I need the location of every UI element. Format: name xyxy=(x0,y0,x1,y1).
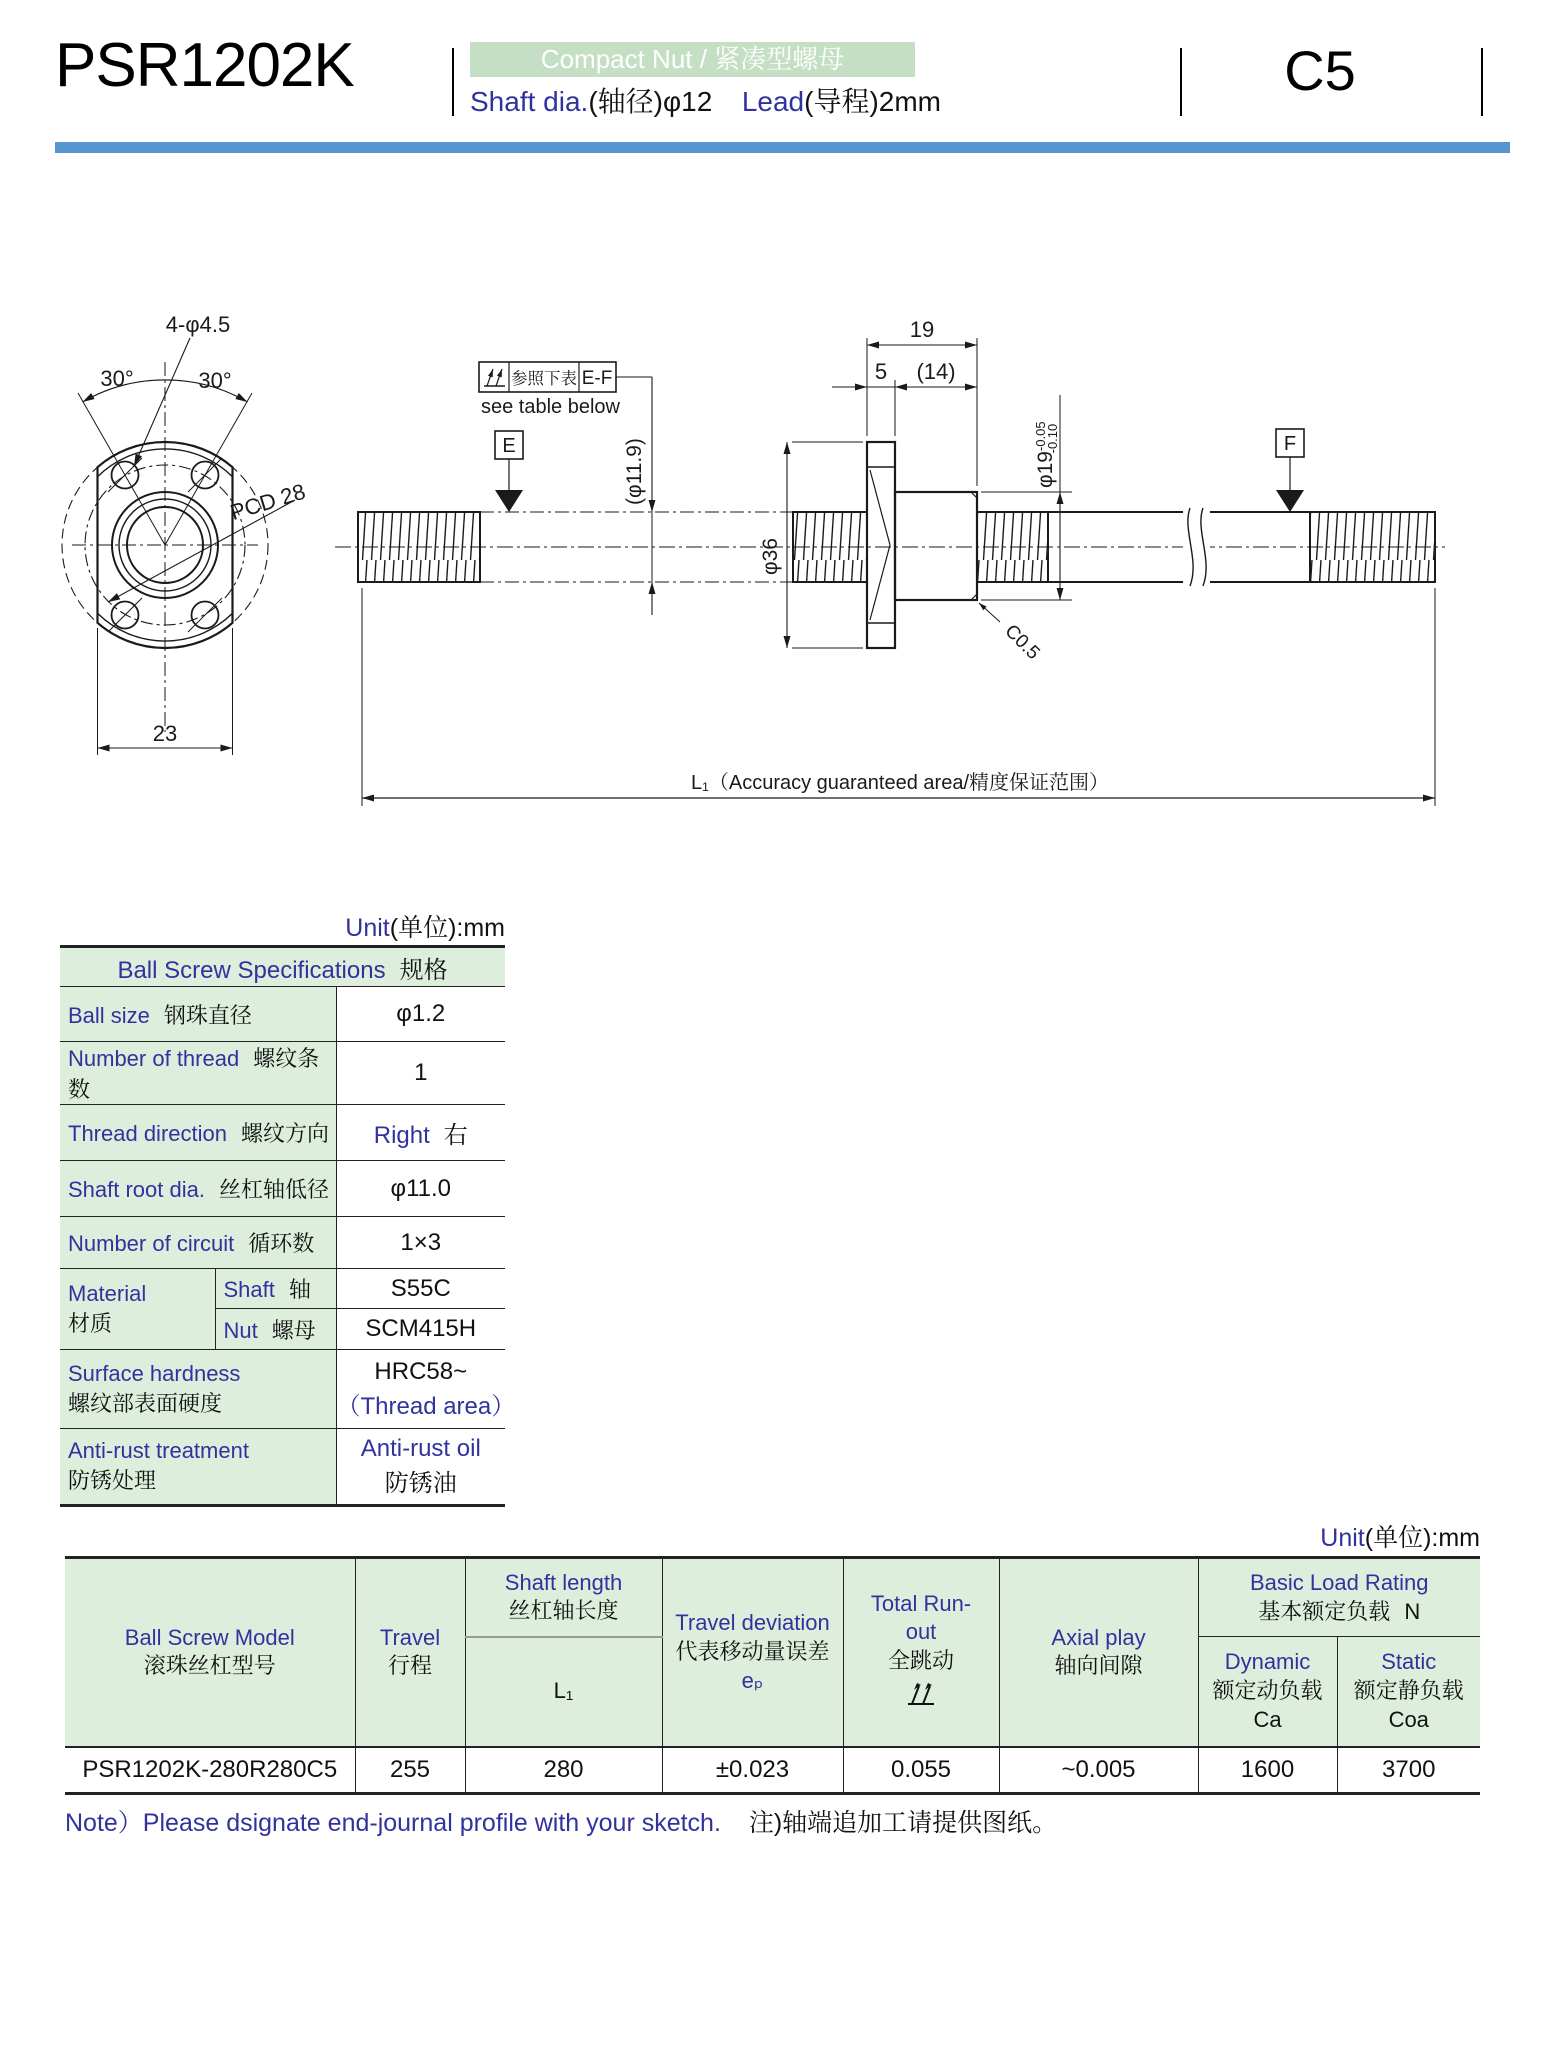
fcf-ref-label: 参照下表 xyxy=(511,370,577,388)
spec-row-ball-size xyxy=(60,987,505,1042)
num-thread-value: 1 xyxy=(336,1042,505,1105)
spec-row-antirust xyxy=(60,1429,505,1506)
nut-label-zh: 螺母 xyxy=(271,1317,316,1343)
label-zh: 防锈处理 xyxy=(68,1468,157,1493)
pcd-label: PCD 28 xyxy=(227,478,309,526)
cell-axial-play: ~0.005 xyxy=(999,1747,1198,1794)
nut-flange-t-label: 5 xyxy=(874,359,888,384)
l1-label: L₁（Accuracy guaranteed area/精度保证范围） xyxy=(690,772,1110,794)
nut-body-od-label xyxy=(1033,421,1060,488)
col-travel-en: Travel xyxy=(379,1624,441,1650)
col-shaft-length-zh: 丝杠轴长度 xyxy=(508,1598,619,1624)
angle-right-label: 30° xyxy=(198,368,232,393)
nut-body-od-value: φ19 xyxy=(1034,451,1057,488)
spec-table-title xyxy=(60,947,505,987)
spec-row-hardness xyxy=(60,1350,505,1429)
thread-dir-value xyxy=(336,1105,505,1161)
col-axial-zh: 轴向间隙 xyxy=(1054,1653,1143,1679)
col-static xyxy=(1337,1637,1480,1747)
spec-row-material-shaft xyxy=(60,1269,505,1309)
col-stat-en: Static xyxy=(1381,1649,1437,1675)
unit-en: Unit xyxy=(345,914,390,942)
nut-body-l-label: (14) xyxy=(916,359,956,384)
nut-type-chip: Compact Nut / 紧凑型螺母 xyxy=(470,42,915,77)
cell-model: PSR1202K-280R280C5 xyxy=(65,1747,355,1794)
antirust-value xyxy=(336,1429,505,1506)
col-shaft-length-en: Shaft length xyxy=(504,1569,623,1595)
spec-row-root-dia xyxy=(60,1161,505,1217)
label-en: Material xyxy=(68,1280,147,1306)
nut-length-label: 19 xyxy=(909,317,935,342)
cell-static: 3700 xyxy=(1337,1747,1480,1794)
nut xyxy=(867,442,977,648)
cell-travel: 255 xyxy=(355,1747,465,1794)
total-runout-icon xyxy=(484,369,505,386)
label-en: Number of thread xyxy=(68,1046,240,1071)
label-en: Anti-rust treatment xyxy=(68,1438,249,1463)
col-model-en: Ball Screw Model xyxy=(124,1624,295,1650)
model-table xyxy=(65,1556,1480,1795)
cell-travel-deviation: ±0.023 xyxy=(662,1747,843,1794)
lead-label: Lead xyxy=(741,86,805,117)
col-stat-zh: 额定静负载 xyxy=(1353,1677,1464,1703)
shaft-label-zh: 轴 xyxy=(288,1277,311,1302)
thread-dir-en: Right xyxy=(373,1122,430,1149)
four-holes-label: 4-φ4.5 xyxy=(165,312,231,337)
label-zh: 丝杠轴低径 xyxy=(218,1177,329,1202)
col-blr-unit: N xyxy=(1404,1598,1421,1624)
col-travel xyxy=(355,1558,465,1747)
col-dev-zh: 代表移动量误差 xyxy=(675,1638,830,1664)
unit-rest: (单位):mm xyxy=(389,914,505,942)
page-title: PSR1202K xyxy=(55,31,354,100)
hardness-line1: HRC58~ xyxy=(374,1357,468,1385)
col-dyn-sub: Ca xyxy=(1253,1706,1282,1732)
shaft-dia-label: Shaft dia. xyxy=(470,86,589,117)
flange-width-label: 23 xyxy=(152,721,178,746)
ball-size-value: φ1.2 xyxy=(336,987,505,1042)
label-en: Thread direction xyxy=(68,1121,227,1146)
col-dynamic xyxy=(1198,1637,1337,1747)
label-en: Surface hardness xyxy=(68,1360,241,1386)
nut-label-en: Nut xyxy=(223,1317,258,1343)
flange-end-view xyxy=(62,338,295,755)
col-dyn-zh: 额定动负载 xyxy=(1212,1677,1323,1703)
cell-runout: 0.055 xyxy=(843,1747,999,1794)
lead-value: (导程)2mm xyxy=(804,86,941,117)
col-dev-sub: eₚ xyxy=(741,1667,764,1693)
col-blr-en: Basic Load Rating xyxy=(1249,1569,1429,1595)
model-unit-label xyxy=(65,1518,1480,1554)
shaft-dia-value: (轴径)φ12 xyxy=(588,86,713,117)
spec-row-thread-dir xyxy=(60,1105,505,1161)
label-zh: 循环数 xyxy=(248,1231,315,1256)
col-runout-zh: 全跳动 xyxy=(887,1647,954,1673)
cell-dynamic: 1600 xyxy=(1198,1747,1337,1794)
col-dyn-en: Dynamic xyxy=(1224,1649,1311,1675)
label-en: Ball size xyxy=(68,1002,150,1028)
model-data-row xyxy=(65,1747,1480,1794)
footnote-zh: 注)轴端追加工请提供图纸。 xyxy=(748,1809,1058,1837)
col-basic-load-rating xyxy=(1198,1558,1480,1637)
label-zh: 材质 xyxy=(68,1310,113,1336)
material-shaft-value: S55C xyxy=(336,1269,505,1309)
nut-body-od-tol-upper: -0.05 xyxy=(1033,421,1048,452)
unit-rest: (单位):mm xyxy=(1364,1524,1480,1552)
see-table-label: see table below xyxy=(481,396,620,418)
col-blr-zh: 基本额定负载 xyxy=(1258,1598,1391,1624)
col-l1: L₁ xyxy=(465,1637,662,1747)
material-label xyxy=(60,1269,215,1350)
circuits-value: 1×3 xyxy=(336,1217,505,1269)
antirust-en: Anti-rust oil xyxy=(360,1435,481,1462)
datum-f-label: F xyxy=(1283,433,1297,455)
label-zh: 钢珠直径 xyxy=(163,1002,252,1028)
nut-body-od-tol-lower: -0.10 xyxy=(1045,423,1060,454)
fcf-datum-label: E-F xyxy=(581,368,613,389)
shaft-od-label: (φ11.9) xyxy=(623,438,646,505)
hardness-value xyxy=(336,1350,516,1429)
label-zh: 螺纹部表面硬度 xyxy=(68,1390,223,1416)
label-zh: 螺纹条数 xyxy=(68,1046,320,1102)
col-axial-en: Axial play xyxy=(1051,1624,1146,1650)
col-travel-zh: 行程 xyxy=(387,1653,432,1679)
angle-left-label: 30° xyxy=(100,366,134,391)
col-runout-en: Total Run-out xyxy=(870,1590,972,1645)
material-nut-value: SCM415H xyxy=(336,1309,505,1350)
runout-icon xyxy=(844,1681,999,1715)
spec-unit-label xyxy=(60,908,505,944)
nut-flange-od-label: φ36 xyxy=(759,538,782,575)
model-header-row-1 xyxy=(65,1558,1480,1637)
spec-row-circuits xyxy=(60,1217,505,1269)
col-dev-en: Travel deviation xyxy=(675,1610,830,1636)
spec-title-en: Ball Screw Specifications xyxy=(117,956,386,984)
col-model xyxy=(65,1558,355,1747)
chamfer-label: C0.5 xyxy=(1000,620,1044,664)
spec-title-zh: 规格 xyxy=(399,956,448,984)
technical-drawing xyxy=(0,0,1551,880)
datum-e-label: E xyxy=(502,435,516,457)
footnote xyxy=(65,1803,1057,1839)
col-runout xyxy=(843,1558,999,1747)
spec-row-num-thread xyxy=(60,1042,505,1105)
thread-dir-zh: 右 xyxy=(443,1122,468,1149)
accuracy-grade: C5 xyxy=(1284,39,1356,102)
col-axial-play xyxy=(999,1558,1198,1747)
shaft-label-en: Shaft xyxy=(223,1277,275,1302)
label-en: Number of circuit xyxy=(68,1231,235,1256)
col-stat-sub: Coa xyxy=(1388,1706,1429,1732)
root-dia-value: φ11.0 xyxy=(336,1161,505,1217)
label-zh: 螺纹方向 xyxy=(240,1121,329,1146)
spec-header-row xyxy=(60,947,505,987)
cell-shaft-length: 280 xyxy=(465,1747,662,1794)
hardness-line2: （Thread area） xyxy=(336,1392,516,1420)
spec-table xyxy=(60,945,516,1507)
label-en: Shaft root dia. xyxy=(68,1177,205,1202)
col-model-zh: 滚珠丝杠型号 xyxy=(143,1653,276,1679)
col-travel-deviation xyxy=(662,1558,843,1747)
antirust-zh: 防锈油 xyxy=(384,1470,457,1497)
col-shaft-length xyxy=(465,1558,662,1637)
unit-en: Unit xyxy=(1320,1524,1365,1552)
footnote-en: Note）Please dsignate end-journal profile with your sketch. xyxy=(65,1809,721,1837)
